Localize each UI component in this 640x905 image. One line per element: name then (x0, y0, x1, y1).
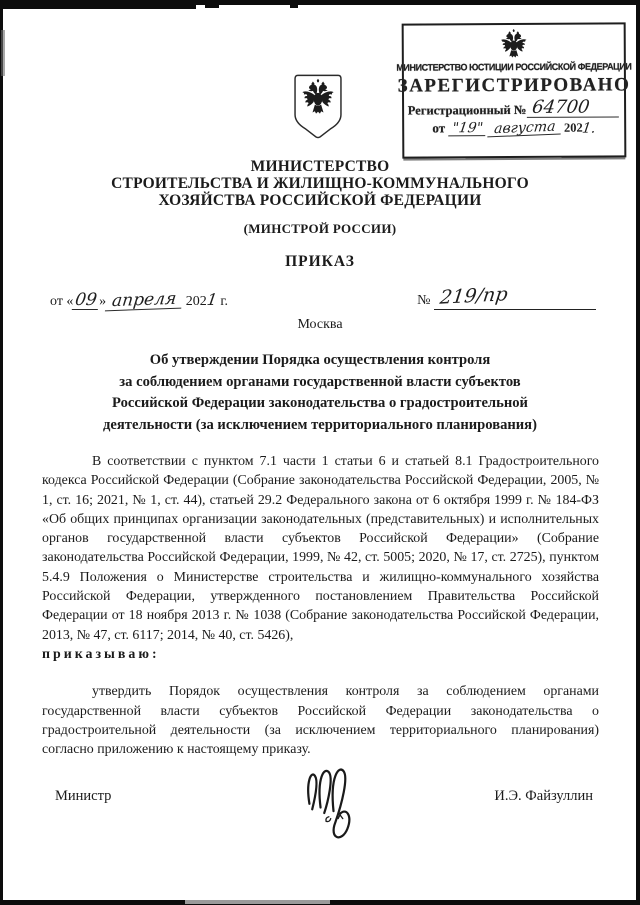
number-label: № (417, 293, 431, 308)
stamp-date-row (432, 120, 596, 137)
date-month-handwritten: апреля (105, 291, 183, 312)
coat-of-arms-icon (290, 73, 346, 145)
stamp-date-prefix: от (432, 120, 446, 136)
scan-artifact (185, 900, 330, 904)
number-underline (434, 283, 596, 310)
stamp-date-day: "19" (448, 121, 487, 136)
stamp-date-year-handwritten: 1. (581, 120, 598, 137)
scan-artifact (0, 0, 196, 9)
decree-word: приказываю: (42, 646, 160, 662)
stamp-ministry-line: МИНИСТЕРСТВО ЮСТИЦИИ РОССИЙСКОЙ ФЕДЕРАЦИИ (396, 61, 632, 73)
stamp-reg-number-label: Регистрационный № (407, 102, 527, 118)
stamp-date-month: августа (487, 119, 562, 137)
date-day-handwritten: 09 (74, 290, 99, 310)
page-border-left (0, 0, 3, 905)
order-paragraph: утвердить Порядок осуществления контроля за соблюдением органами государственной власти субъектов Российской Федерации законодательства о градостроительной деятельности (за исключением территориального планирования) согласно приложению к настоящему приказу. (42, 684, 599, 758)
document-type-heading: ПРИКАЗ (285, 253, 355, 270)
city-label: Москва (297, 317, 343, 332)
ministry-name (0, 158, 640, 210)
decree-title-line: деятельности (за исключением территориального планирования) (103, 416, 537, 433)
signature-icon (298, 763, 382, 851)
decree-title-line: Российской Федерации законодательства о градостроительной (112, 395, 528, 411)
date-close-quote: » (99, 294, 107, 309)
scan-artifact (205, 0, 219, 8)
ministry-name-line: МИНИСТЕРСТВО (250, 158, 390, 175)
date-year-handwritten: 1 (205, 290, 219, 309)
stamp-reg-number-value: 64700 (527, 98, 622, 117)
preamble-paragraph: В соответствии с пунктом 7.1 части 1 статьи 6 и статьей 8.1 Градостроительного кодекса Российской Федерации (Собрание законодательства Российской Федерации, 2005, № 1, ст. 16; 2021, № 1, ст. 44), статьей 29.2 Федерального закона от 6 октября 1999 г. № 184-ФЗ «Об общих принципах организации законодательных (представительных) и исполнительных органов государственной власти субъектов Российской Федерации» (Собрание законодательства Российской Федерации, 1999, № 42, ст. 5005; 2020, № 17, ст. 2725), пунктом 5.4.9 Положения о Министерстве строительства и жилищно-коммунального хозяйства Российской Федерации, утвержденного постановлением Правительства Российской Федерации от 18 ноября 2013 г. № 1038 (Собрание законодательства Российской Федерации, 2013, № 47, ст. 6117; 2014, № 40, ст. 5426), (42, 454, 599, 643)
date-year-printed: 202 (185, 294, 207, 309)
stamp-date-year-printed: 202 (563, 120, 583, 135)
ministry-name-line: СТРОИТЕЛЬСТВА И ЖИЛИЩНО-КОММУНАЛЬНОГО (111, 175, 529, 193)
ministry-name-line: ХОЗЯЙСТВА РОССИЙСКОЙ ФЕДЕРАЦИИ (158, 192, 482, 210)
document-date (50, 288, 229, 312)
decree-title (55, 350, 585, 436)
date-suffix: г. (216, 294, 229, 309)
stamp-registered-label: ЗАРЕГИСТРИРОВАНО (397, 74, 631, 97)
date-number-row (50, 284, 596, 314)
decree-title-line: за соблюдением органами государственной власти субъектов (119, 373, 521, 390)
ministry-short-name: (МИНСТРОЙ РОССИИ) (243, 221, 397, 236)
signer-name: И.Э. Файзуллин (494, 788, 593, 804)
decree-title-line: Об утверждении Порядка осуществления контроля (149, 352, 491, 368)
signer-position: Министр (55, 788, 112, 804)
decree-body (42, 452, 599, 759)
stamp-eagle-icon (498, 29, 530, 61)
date-prefix: от « (50, 294, 74, 309)
page-border-right (636, 4, 640, 905)
registration-stamp (396, 22, 632, 158)
number-value-handwritten: 219/пр (438, 283, 510, 309)
stamp-reg-number-row (408, 98, 621, 118)
scan-artifact (290, 0, 298, 8)
scan-artifact (1, 30, 5, 76)
document-number (417, 283, 596, 310)
